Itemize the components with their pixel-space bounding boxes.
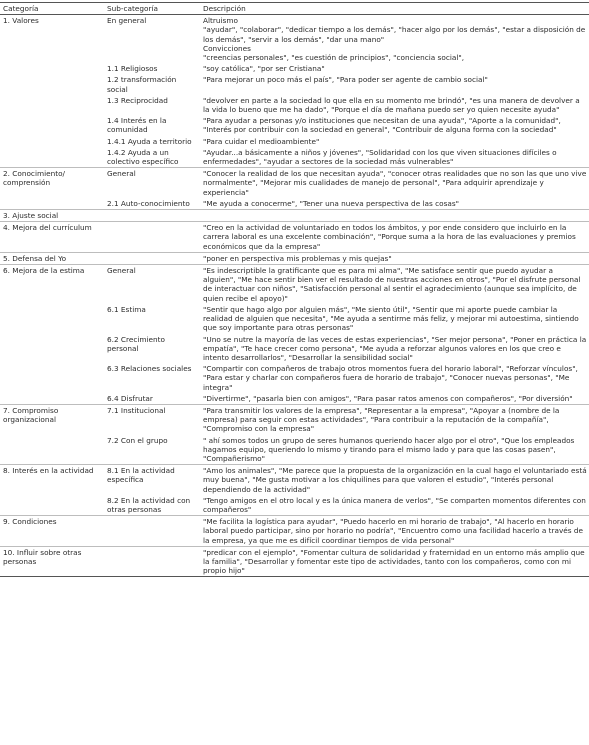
category-cell: [0, 63, 104, 74]
table-row: [0, 404, 589, 434]
table-row: [0, 516, 589, 547]
description-cell: "Ayudar...a básicamente a niños y jóvenes", "Solidaridad con los que viven situaciones difíciles o enfermedades", "ayudar a sectores de la sociedad más vulnerables": [203, 147, 557, 167]
table-row: [0, 334, 589, 364]
category-cell: [0, 136, 104, 147]
description-cell: "Es indescriptible la gratificante que es para mi alma", "Me satisface sentir que puedo ayudar a alguien", "Me hace sentir bien ver el resultado de nuestras acciones en otros", "Por el disfrute personal de interactuar con niños", "Satisfacción personal al sentir el agradecimiento (aunque sea implícito, de quien recibe el apoyo)": [200, 265, 589, 304]
category-cell: 5. Defensa del Yo: [0, 252, 104, 264]
subcategory-cell: 8.2 En la actividad con otras personas: [107, 495, 191, 514]
description-cell: "Tengo amigos en el otro local y es la única manera de verlos", "Se comparten momentos diferentes con compañeros": [203, 495, 586, 514]
description-cell: "Para transmitir los valores de la empresa", "Representar a la empresa", "Apoyar a (nombre de la empresa) para seguir con estas actividades", "Para contribuir a la reputación de la compañía", "Compromiso con la empresa": [200, 404, 589, 434]
subcategory-cell: [104, 546, 200, 577]
subcategory-cell: 6.4 Disfrutar: [107, 393, 153, 403]
description-cell: "Para ayudar a personas y/o instituciones que necesitan de una ayuda", "Aporte a la comunidad", "Interés por contribuir con la sociedad en general", "Contribuir de alguna forma con la sociedad": [203, 116, 561, 135]
subcategory-cell: 1.2 transformación social: [107, 75, 177, 94]
category-cell: 10. Influir sobre otras personas: [0, 546, 104, 577]
table-row: [0, 363, 589, 393]
table-row: [0, 74, 589, 94]
header-subcategoria: Sub-categoría: [104, 3, 200, 15]
category-cell: 6. Mejora de la estima: [0, 265, 104, 304]
table-row: [0, 435, 589, 465]
subcategory-cell: 6.2 Crecimiento personal: [107, 334, 165, 353]
table-row: [0, 115, 589, 135]
description-cell: "Me ayuda a conocerme", "Tener una nueva perspectiva de las cosas": [203, 198, 460, 208]
category-cell: [0, 95, 104, 115]
category-cell: 3. Ajuste social: [0, 210, 104, 222]
category-cell: 8. Interés en la actividad: [0, 465, 104, 495]
category-cell: [0, 115, 104, 135]
category-cell: 7. Compromiso organizacional: [0, 404, 104, 434]
header-descripcion: Descripción: [200, 3, 589, 15]
motivations-table: [0, 2, 589, 577]
category-cell: [0, 334, 104, 364]
category-cell: [0, 74, 104, 94]
description-cell: "Uno se nutre la mayoría de las veces de estas experiencias", "Ser mejor persona", "Poner en práctica la empatía", "Te hace crecer como persona", "Me ayuda a reforzar algunos valores en los que creo e intento desarrollarlos", "Desarrollar la sensibilidad social": [203, 334, 587, 362]
table-row: [0, 304, 589, 334]
table-header: [0, 3, 589, 15]
description-cell: " ahí somos todos un grupo de seres humanos queriendo hacer algo por el otro", "Que los empleados hagamos equipo, queriendo lo mismo y tirando para el mismo lado y para que las cosas pasen", "Compañerismo": [203, 435, 575, 463]
description-cell: "Sentir que hago algo por alguien más", "Me siento útil", "Sentir que mi aporte puede cambiar la realidad de alguien que necesita", "Me ayuda a sentirme más feliz, y mejorar mi autoestima, sintiendo que soy importante para otras personas": [203, 304, 579, 333]
subcategory-cell: [104, 252, 200, 264]
description-cell: "Conocer la realidad de los que necesitan ayuda", "conocer otras realidades que no son las que uno vive normalmente", "Mejorar mis cualidades de manejo de personal", "Para adquirir aprendizaje y experiencia": [200, 168, 589, 198]
table-row: [0, 495, 589, 516]
category-cell: 9. Condiciones: [0, 516, 104, 547]
description-cell: "Creo en la actividad de voluntariado en todos los ámbitos, y por ende considero que incluirlo en la carrera laboral es una excelente combinación", "Porque suma a la hora de las evaluaciones y premios económicos que da la empresa": [200, 222, 589, 253]
category-cell: [0, 198, 104, 210]
table-row: [0, 15, 589, 64]
table-body: [0, 15, 589, 577]
table-row: [0, 546, 589, 577]
header-row: [0, 3, 589, 15]
subcategory-cell: 1.4.2 Ayuda a un colectivo específico: [107, 147, 179, 167]
category-cell: [0, 363, 104, 393]
subcategory-cell: 7.1 Institucional: [104, 404, 200, 434]
subcategory-cell: 7.2 Con el grupo: [107, 435, 168, 445]
category-cell: [0, 304, 104, 334]
table-row: [0, 465, 589, 495]
subcategory-cell: General: [104, 168, 200, 198]
category-cell: [0, 495, 104, 516]
subcategory-cell: 8.1 En la actividad específica: [104, 465, 200, 495]
category-cell: 1. Valores: [3, 16, 39, 26]
category-cell: [0, 393, 104, 405]
subcategory-cell: 1.1 Religiosos: [107, 64, 158, 74]
description-cell: "poner en perspectiva mis problemas y mis quejas": [200, 252, 589, 264]
subcategory-cell: [104, 516, 200, 547]
subcategory-cell: 1.4.1 Ayuda a territorio: [107, 136, 192, 146]
header-categoria: Categoría: [0, 3, 104, 15]
table-row: [0, 63, 589, 74]
table-row: [0, 222, 589, 253]
table-row: [0, 252, 589, 264]
description-cell: "Para cuidar el medioambiente": [203, 136, 320, 146]
description-cell: [200, 210, 589, 222]
subcategory-cell: [104, 222, 200, 253]
description-cell: "Amo los animales", "Me parece que la propuesta de la organización en la cual hago el voluntariado está muy buena", "Me gusta motivar a los chiquilines para que valoren el estudio", "Interés personal dependiendo de la actividad": [200, 465, 589, 495]
table-row: [0, 393, 589, 405]
subcategory-cell: En general: [107, 16, 147, 26]
table-row: [0, 147, 589, 168]
table-row: [0, 95, 589, 115]
subcategory-cell: 2.1 Auto-conocimiento: [107, 198, 190, 208]
table-row: [0, 198, 589, 210]
description-cell: "predicar con el ejemplo", "Fomentar cultura de solidaridad y fraternidad en un entorno más amplio que la familia", "Desarrollar y fomentar este tipo de actividades, tanto con los compañeros, como con mi propio hijo": [200, 546, 589, 577]
description-cell: "Compartir con compañeros de trabajo otros momentos fuera del horario laboral", "Reforzar vínculos", "Para estar y charlar con compañeros fuera de horario de trabajo", "Conocer nuevas personas", "Me integra": [203, 364, 578, 392]
subcategory-cell: 6.1 Estima: [107, 304, 146, 314]
table-row: [0, 168, 589, 198]
category-cell: [0, 147, 104, 168]
category-cell: 4. Mejora del currículum: [0, 222, 104, 253]
description-cell: "devolver en parte a la sociedad lo que ella en su momento me brindó", "es una manera de devolver a la vida lo bueno que me ha dado", "Porque el día de mañana puedo ser yo quien necesite ayuda": [203, 95, 580, 115]
description-cell: Altruismo "ayudar", "colaborar", "dedicar tiempo a los demás", "hacer algo por los demás", "estar a disposición de los demás", "servir a los demás", "dar una mano" Convicciones "creencias personales", "es cuestión de principios", "conciencia social",: [203, 16, 586, 63]
table-row: [0, 265, 589, 304]
table-row: [0, 136, 589, 147]
category-cell: [0, 435, 104, 465]
description-cell: "Me facilita la logística para ayudar", "Puedo hacerlo en mi horario de trabajo", "Al hacerlo en horario laboral puedo participar, sino por horario no podría", "Encuentro como una facilidad hacerlo a través de la empresa, ya que me es difícil coordinar tiempos de vida personal": [200, 516, 589, 547]
subcategory-cell: 1.4 Interés en la comunidad: [107, 116, 167, 135]
category-cell: 2. Conocimiento/ comprensión: [0, 168, 104, 198]
table-row: [0, 210, 589, 222]
subcategory-cell: [104, 210, 200, 222]
description-cell: "soy católica", "por ser Cristiana": [203, 64, 325, 74]
subcategory-cell: General: [104, 265, 200, 304]
subcategory-cell: 6.3 Relaciones sociales: [107, 364, 192, 374]
description-cell: "Para mejorar un poco más el país", "Para poder ser agente de cambio social": [203, 75, 488, 85]
subcategory-cell: 1.3 Reciprocidad: [107, 95, 168, 105]
description-cell: "Divertirme", "pasarla bien con amigos", "Para pasar ratos amenos con compañeros", "Por diversión": [203, 393, 573, 403]
